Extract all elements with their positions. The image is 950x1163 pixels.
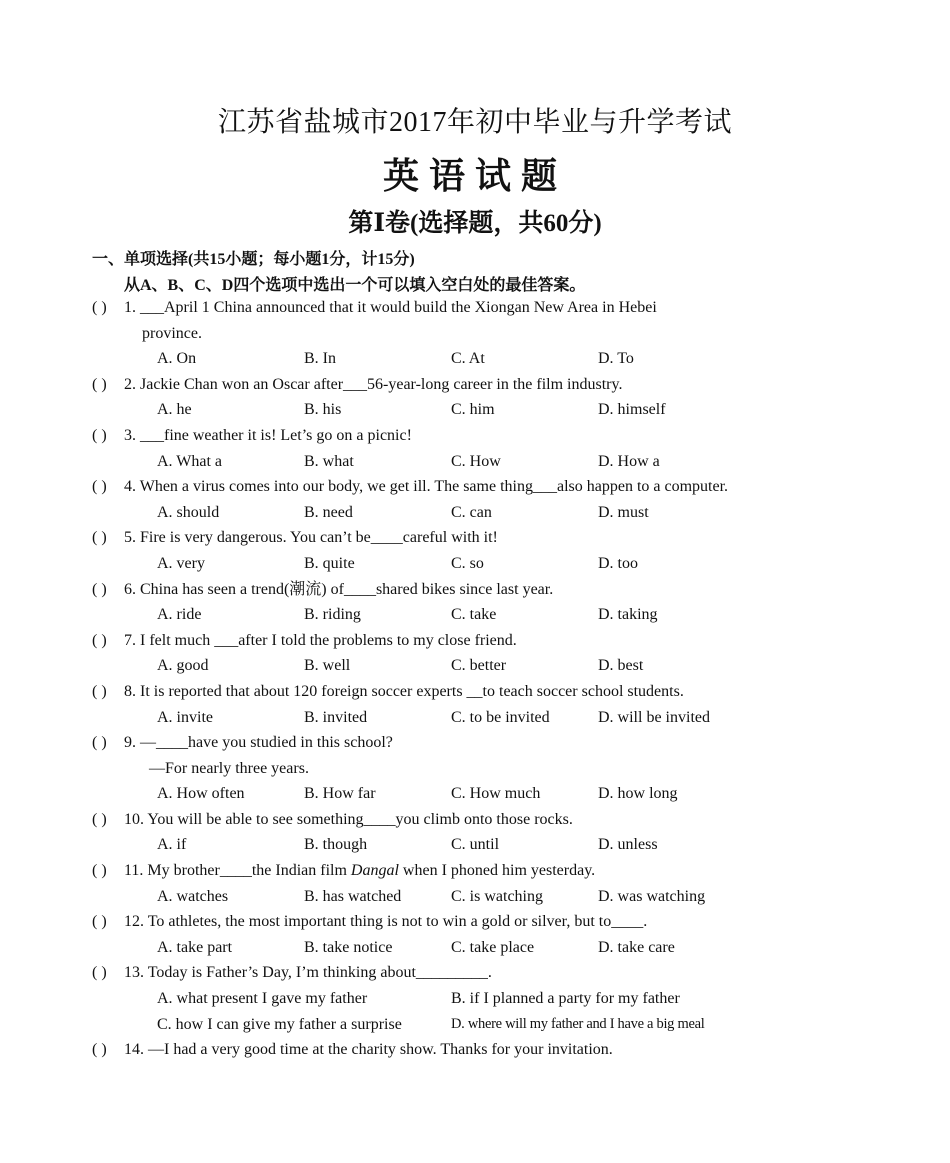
question-11 xyxy=(92,858,812,909)
question-stem: 1. ___April 1 China announced that it would build the Xiongan New Area in Hebei xyxy=(124,299,657,316)
option-d: D. will be invited xyxy=(598,708,710,726)
question-stem-continuation: province. xyxy=(142,324,202,342)
option-b: B. if I planned a party for my father xyxy=(451,990,680,1008)
exam-title: 江苏省盐城市2017年初中毕业与升学考试 xyxy=(217,107,732,138)
option-a: A. ride xyxy=(157,606,202,624)
options-row xyxy=(92,884,812,910)
answer-blank[interactable]: ( ) xyxy=(92,299,107,316)
option-c: C. so xyxy=(451,554,484,572)
answer-blank[interactable]: ( ) xyxy=(92,580,107,598)
answer-blank[interactable]: ( ) xyxy=(92,964,107,982)
option-c: C. how I can give my father a surprise xyxy=(157,1015,402,1033)
option-d: D. how long xyxy=(598,785,678,803)
option-c: C. take place xyxy=(451,938,535,956)
question-stem: 7. I felt much ___after I told the problems to my close friend. xyxy=(124,631,517,649)
question-9 xyxy=(92,730,812,807)
options-row xyxy=(92,602,812,628)
option-a: A. he xyxy=(157,401,192,419)
option-d: D. where will my father and I have a big meal xyxy=(451,1015,705,1032)
question-stem: 14. —I had a very good time at the charity show. Thanks for your invitation. xyxy=(124,1041,613,1059)
answer-blank[interactable]: ( ) xyxy=(92,810,107,828)
question-stem: 3. ___fine weather it is! Let’s go on a picnic! xyxy=(124,426,412,444)
option-d: D. himself xyxy=(598,401,666,419)
question-4 xyxy=(92,474,812,525)
question-stem: 5. Fire is very dangerous. You can’t be____careful with it! xyxy=(124,529,498,547)
section-heading: 一、单项选择(共15小题；每小题1分，计15分) xyxy=(92,251,415,268)
option-c: C. can xyxy=(451,503,492,521)
question-stem: 8. It is reported that about 120 foreign soccer experts __to teach soccer school students. xyxy=(124,682,684,700)
option-d: D. unless xyxy=(598,836,658,854)
option-c: C. How much xyxy=(451,785,541,803)
subject-title: 英语试题 xyxy=(382,156,567,196)
options-row xyxy=(92,449,812,475)
option-d: D. too xyxy=(598,554,638,572)
answer-blank[interactable]: ( ) xyxy=(92,426,107,444)
question-stem: 12. To athletes, the most important thing is not to win a gold or silver, but to____. xyxy=(124,913,648,931)
options-row xyxy=(92,986,812,1012)
question-8 xyxy=(92,679,812,730)
options-row xyxy=(92,705,812,731)
option-b: B. quite xyxy=(304,554,355,572)
options-row xyxy=(92,397,812,423)
question-1 xyxy=(92,295,812,372)
question-stem: 10. You will be able to see something____you climb onto those rocks. xyxy=(124,810,573,828)
question-stem: 6. China has seen a trend(潮流) of____shared bikes since last year. xyxy=(124,580,554,598)
option-a: A. take part xyxy=(157,938,233,956)
answer-blank[interactable]: ( ) xyxy=(92,478,107,496)
option-a: A. good xyxy=(157,657,209,675)
option-c: C. him xyxy=(451,401,495,419)
option-a: A. what present I gave my father xyxy=(157,990,368,1008)
answer-blank[interactable]: ( ) xyxy=(92,734,107,752)
option-d: D. To xyxy=(598,350,634,368)
option-a: A. if xyxy=(157,836,187,854)
option-a: A. very xyxy=(157,554,205,572)
option-b: B. well xyxy=(304,657,351,675)
section-instruction: 从A、B、C、D四个选项中选出一个可以填入空白处的最佳答案。 xyxy=(124,277,586,294)
answer-blank[interactable]: ( ) xyxy=(92,375,107,393)
option-a: A. watches xyxy=(157,887,229,905)
option-c: C. better xyxy=(451,657,507,675)
option-a: A. What a xyxy=(157,452,223,470)
question-13 xyxy=(92,960,812,1037)
options-row xyxy=(92,1012,812,1038)
question-10 xyxy=(92,807,812,858)
question-6 xyxy=(92,577,812,628)
question-stem: 2. Jackie Chan won an Oscar after___56-year-long career in the film industry. xyxy=(124,375,623,393)
answer-blank[interactable]: ( ) xyxy=(92,631,107,649)
question-12 xyxy=(92,909,812,960)
options-row xyxy=(92,346,812,372)
option-b: B. though xyxy=(304,836,368,854)
question-stem: 11. My brother____the Indian film Dangal when I phoned him yesterday. xyxy=(124,862,596,880)
answer-blank[interactable]: ( ) xyxy=(92,529,107,547)
option-b: B. his xyxy=(304,401,342,419)
option-a: A. On xyxy=(157,350,197,368)
option-a: A. should xyxy=(157,503,220,521)
part-title: 第Ⅰ卷(选择题，共60分) xyxy=(348,210,602,237)
question-3 xyxy=(92,423,812,474)
film-title: Dangal xyxy=(350,862,399,880)
option-b: B. In xyxy=(304,350,336,368)
option-d: D. take care xyxy=(598,938,675,956)
option-c: C. How xyxy=(451,452,501,470)
option-d: D. taking xyxy=(598,606,658,624)
option-d: D. best xyxy=(598,657,644,675)
option-b: B. what xyxy=(304,452,354,470)
option-c: C. is watching xyxy=(451,887,543,905)
question-stem: 9. —____have you studied in this school? xyxy=(124,734,393,752)
option-c: C. At xyxy=(451,350,485,368)
option-c: C. take xyxy=(451,606,497,624)
option-d: D. How a xyxy=(598,452,660,470)
question-stem: 4. When a virus comes into our body, we get ill. The same thing___also happen to a computer. xyxy=(124,478,729,496)
options-row xyxy=(92,832,812,858)
option-d: D. must xyxy=(598,503,649,521)
options-row xyxy=(92,551,812,577)
option-b: B. How far xyxy=(304,785,376,803)
option-a: A. How often xyxy=(157,785,245,803)
option-b: B. riding xyxy=(304,606,361,624)
option-b: B. take notice xyxy=(304,938,393,956)
option-d: D. was watching xyxy=(598,887,706,905)
option-b: B. invited xyxy=(304,708,368,726)
options-row xyxy=(92,781,812,807)
option-c: C. to be invited xyxy=(451,708,550,726)
question-5 xyxy=(92,525,812,576)
options-row xyxy=(92,653,812,679)
option-b: B. need xyxy=(304,503,353,521)
answer-blank[interactable]: ( ) xyxy=(92,862,107,880)
question-stem: 13. Today is Father’s Day, I’m thinking about_________. xyxy=(124,964,492,982)
answer-blank[interactable]: ( ) xyxy=(92,682,107,700)
answer-blank[interactable]: ( ) xyxy=(92,913,107,931)
answer-blank[interactable]: ( ) xyxy=(92,1041,107,1059)
question-7 xyxy=(92,628,812,679)
question-stem-continuation: —For nearly three years. xyxy=(149,759,309,777)
options-row xyxy=(92,935,812,961)
question-14 xyxy=(92,1037,812,1063)
option-a: A. invite xyxy=(157,708,213,726)
option-c: C. until xyxy=(451,836,500,854)
question-2 xyxy=(92,372,812,423)
options-row xyxy=(92,500,812,526)
option-b: B. has watched xyxy=(304,887,402,905)
question-list xyxy=(92,295,812,1063)
